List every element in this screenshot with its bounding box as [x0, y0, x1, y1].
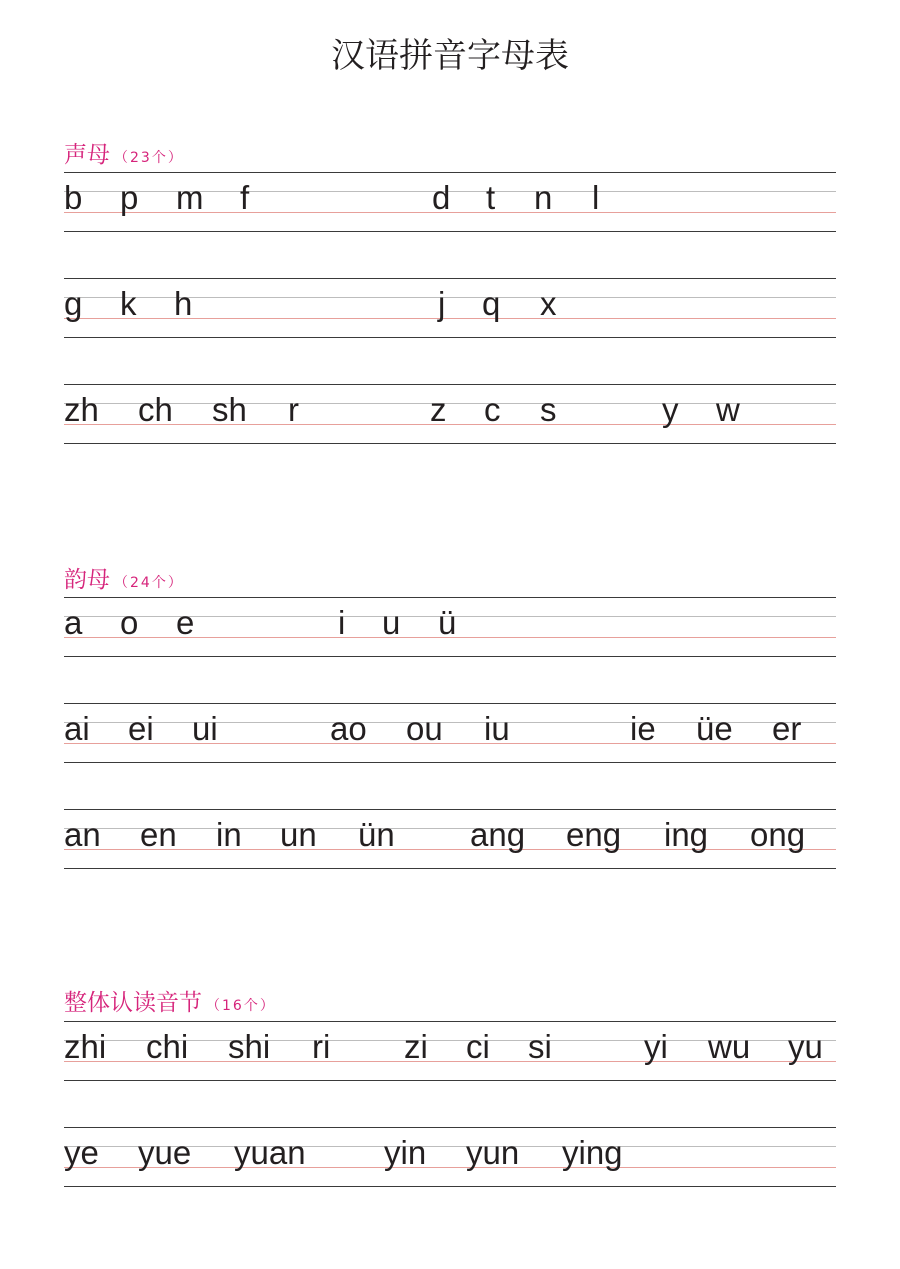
pinyin-item: f [240, 179, 250, 216]
pinyin-item: ch [138, 391, 173, 428]
pinyin-item: ing [664, 816, 709, 853]
page-title: 汉语拼音字母表 [331, 36, 569, 76]
writing-row [64, 809, 836, 869]
pinyin-item: ün [358, 816, 395, 853]
pinyin-item: d [432, 179, 451, 216]
pinyin-item: er [772, 710, 802, 747]
pinyin-item: yuan [234, 1134, 306, 1171]
pinyin-item: zh [64, 391, 99, 428]
pinyin-item: g [64, 285, 83, 322]
pinyin-item: y [662, 391, 679, 428]
pinyin-item: e [176, 604, 195, 641]
pinyin-item: ao [330, 710, 367, 747]
pinyin-item: t [486, 179, 496, 216]
pinyin-item: un [280, 816, 317, 853]
pinyin-item: ong [750, 816, 806, 853]
pinyin-item: h [174, 285, 193, 322]
pinyin-item: u [382, 604, 401, 641]
writing-row [64, 172, 836, 232]
pinyin-item: q [482, 285, 501, 322]
pinyin-item: si [528, 1028, 552, 1065]
pinyin-item: c [484, 391, 501, 428]
pinyin-item: w [716, 391, 740, 428]
pinyin-item: ie [630, 710, 656, 747]
pinyin-item: zi [404, 1028, 428, 1065]
pinyin-item: zhi [64, 1028, 107, 1065]
pinyin-item: m [176, 179, 204, 216]
pinyin-item: i [338, 604, 346, 641]
section-count: （16个） [206, 998, 276, 1014]
pinyin-item: ei [128, 710, 154, 747]
pinyin-item: yi [644, 1028, 668, 1065]
writing-row [64, 384, 836, 444]
pinyin-item: en [140, 816, 177, 853]
pinyin-item: ri [312, 1028, 331, 1065]
section-label-initials [64, 140, 184, 173]
section-title: 韵母 [64, 567, 110, 593]
pinyin-item: üe [696, 710, 733, 747]
pinyin-item: n [534, 179, 553, 216]
pinyin-item: in [216, 816, 242, 853]
section-count: （23个） [114, 150, 184, 166]
writing-row [64, 597, 836, 657]
pinyin-item: wu [708, 1028, 751, 1065]
pinyin-item: sh [212, 391, 247, 428]
pinyin-item: yin [384, 1134, 427, 1171]
pinyin-item: s [540, 391, 557, 428]
writing-row [64, 1127, 836, 1187]
pinyin-item: ou [406, 710, 443, 747]
pinyin-item: ang [470, 816, 526, 853]
pinyin-item: shi [228, 1028, 271, 1065]
pinyin-item: z [430, 391, 447, 428]
section-label-syllables [64, 988, 276, 1021]
pinyin-item: yu [788, 1028, 823, 1065]
writing-row [64, 278, 836, 338]
section-title: 声母 [64, 142, 110, 168]
section-title: 整体认读音节 [64, 990, 202, 1016]
pinyin-item: a [64, 604, 83, 641]
pinyin-item: ai [64, 710, 90, 747]
pinyin-item: eng [566, 816, 622, 853]
pinyin-item: p [120, 179, 139, 216]
pinyin-item: k [120, 285, 137, 322]
pinyin-item: j [438, 285, 446, 322]
pinyin-item: chi [146, 1028, 189, 1065]
section-label-finals [64, 565, 184, 598]
pinyin-item: ying [562, 1134, 623, 1171]
pinyin-item: an [64, 816, 101, 853]
pinyin-item: yue [138, 1134, 192, 1171]
pinyin-item: o [120, 604, 139, 641]
pinyin-item: ü [438, 604, 457, 641]
section-count: （24个） [114, 575, 184, 591]
pinyin-item: b [64, 179, 83, 216]
pinyin-item: ui [192, 710, 218, 747]
pinyin-item: l [592, 179, 600, 216]
pinyin-item: iu [484, 710, 510, 747]
writing-row [64, 703, 836, 763]
pinyin-item: yun [466, 1134, 520, 1171]
pinyin-item: ci [466, 1028, 490, 1065]
pinyin-item: ye [64, 1134, 99, 1171]
pinyin-item: x [540, 285, 557, 322]
writing-row [64, 1021, 836, 1081]
pinyin-item: r [288, 391, 299, 428]
